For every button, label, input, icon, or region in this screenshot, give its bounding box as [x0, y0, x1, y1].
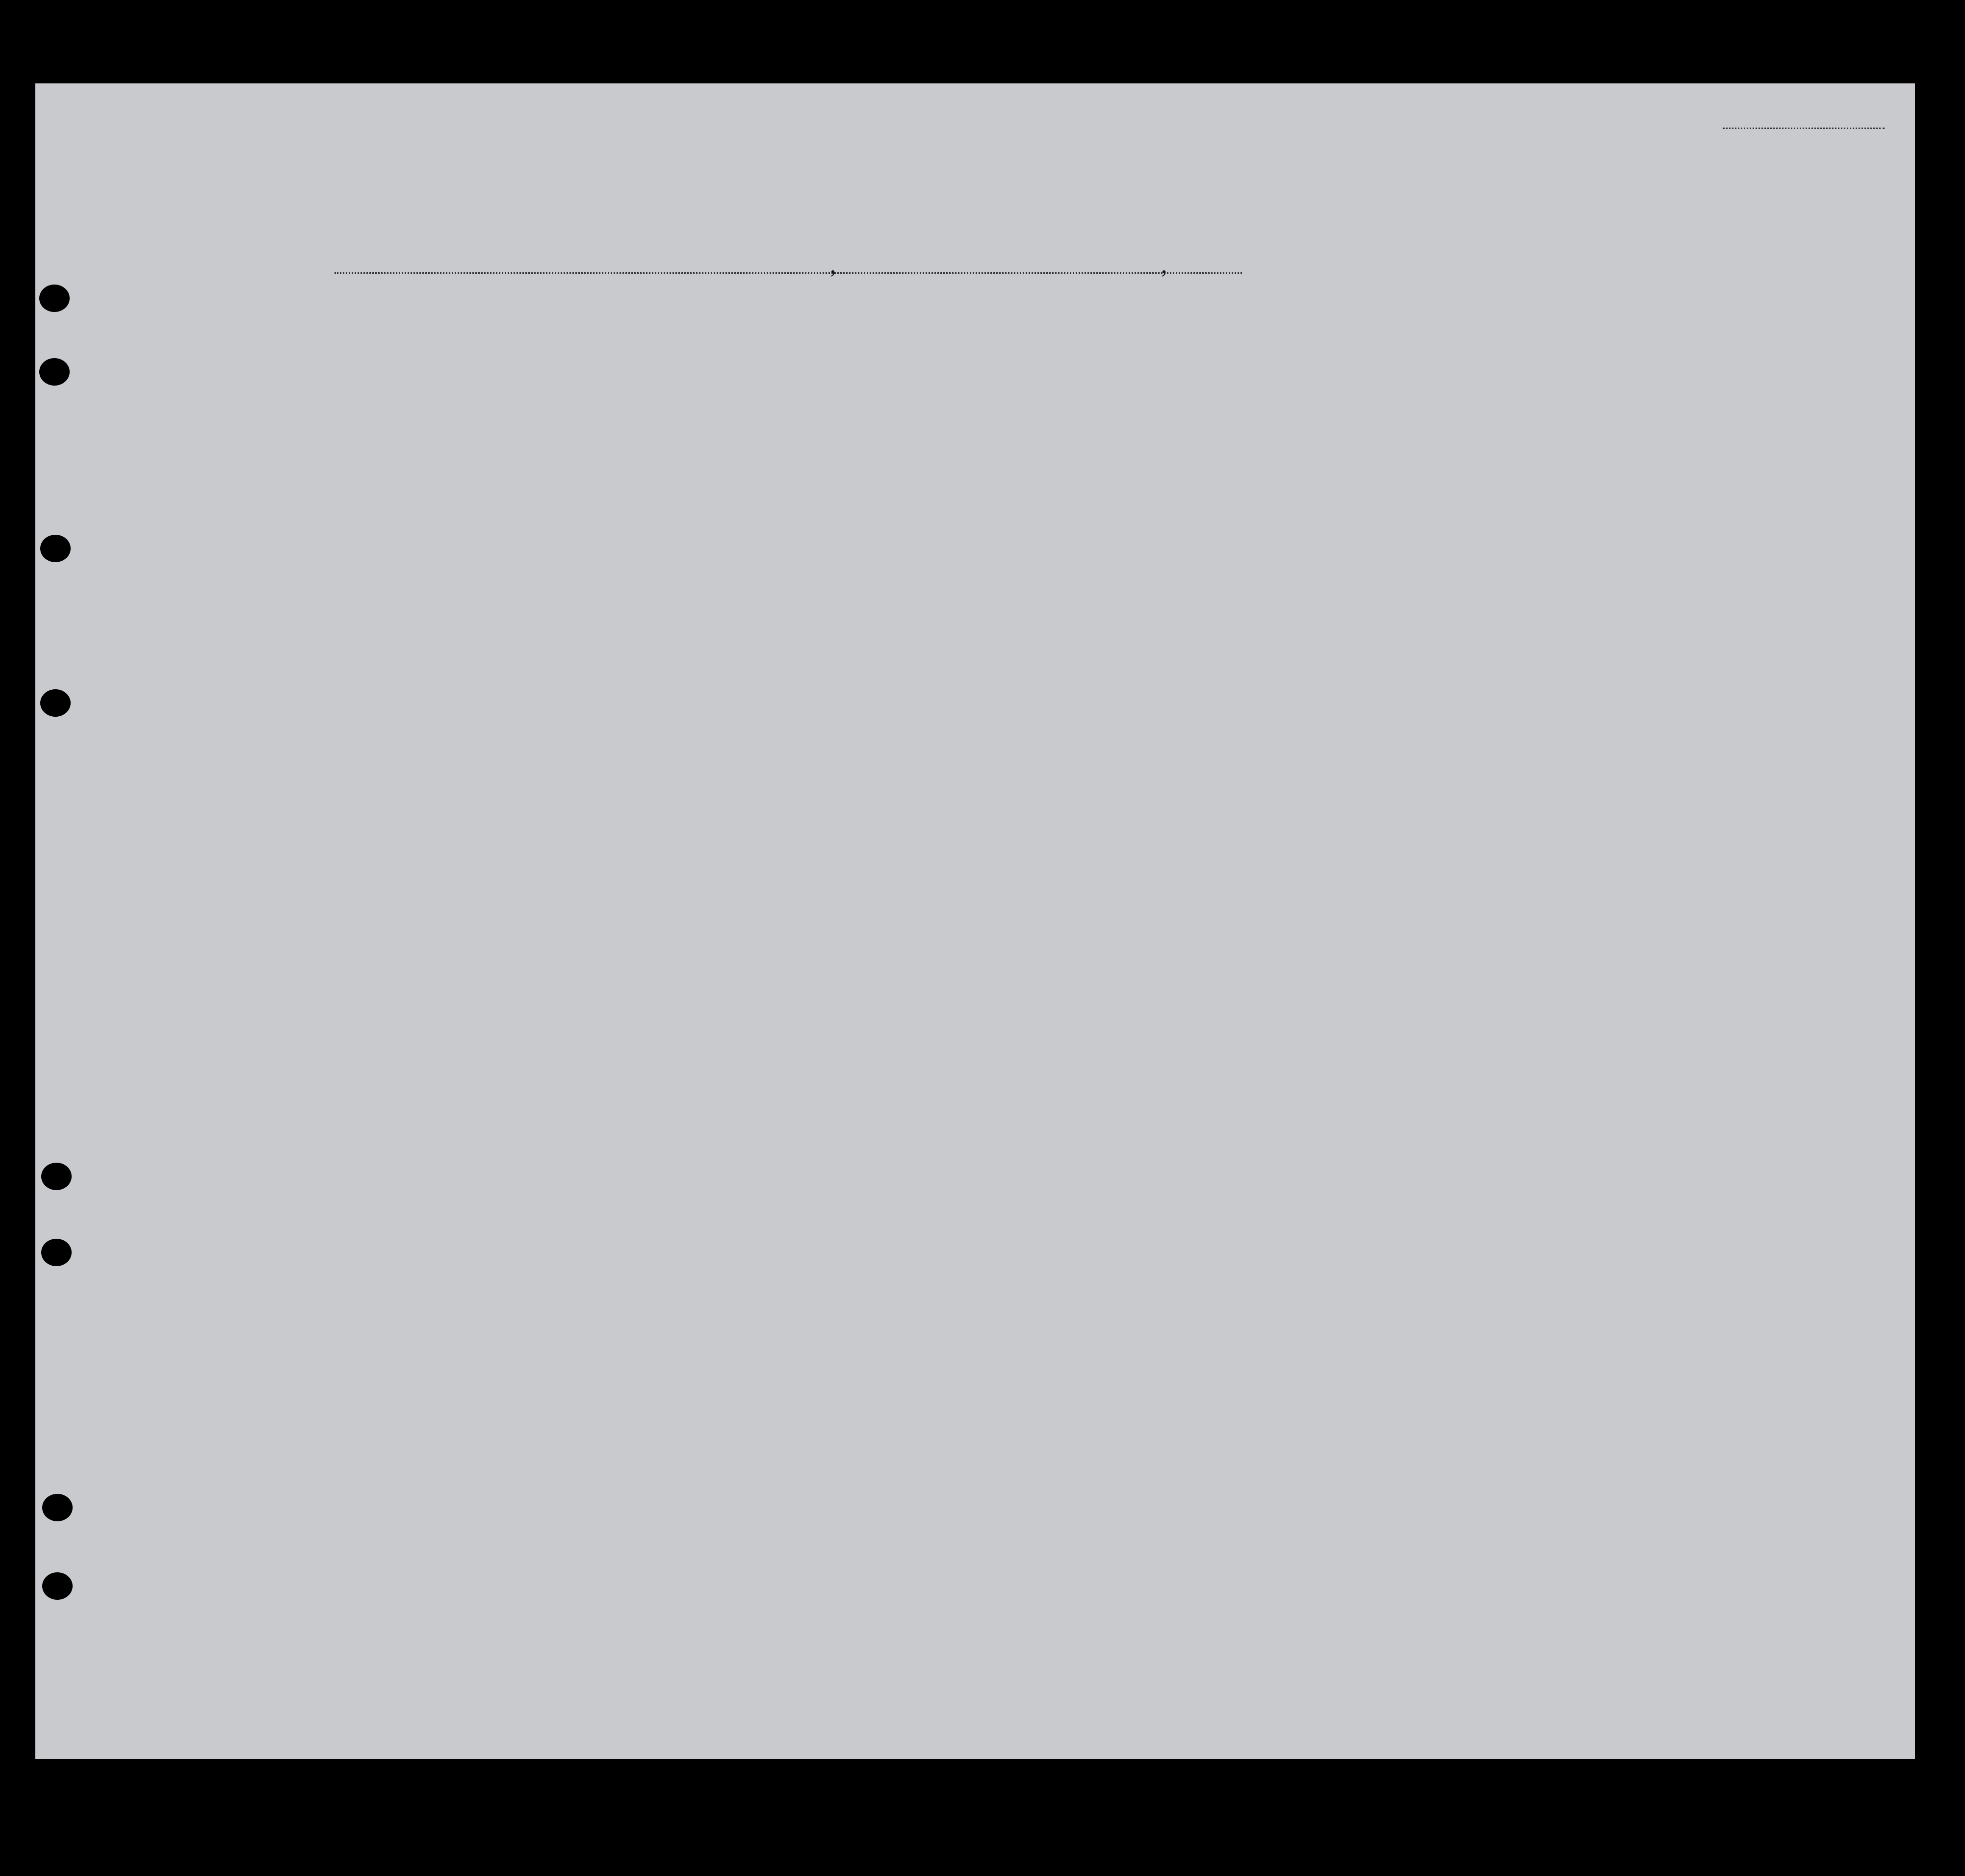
header-c28: [1340, 343, 1379, 461]
binder-hole-1: [39, 285, 70, 312]
binder-hole-6: [41, 1239, 72, 1266]
binder-hole-8: [42, 1572, 73, 1600]
binder-hole-5: [41, 1163, 72, 1190]
manifest-grid: [35, 83, 1915, 1759]
binder-hole-2: [39, 358, 70, 386]
binder-hole-7: [42, 1494, 73, 1521]
binder-hole-4: [40, 689, 71, 717]
manifest-sheet: [35, 83, 1915, 1759]
comma-1: ,: [830, 251, 836, 278]
header-c24-c: [1188, 343, 1208, 461]
comma-2: ,: [1161, 251, 1167, 278]
header-c24-b: [1148, 343, 1167, 461]
binder-hole-3: [40, 535, 71, 562]
header-c24-a: [1106, 343, 1136, 461]
header-c29: [1389, 343, 1423, 461]
header-c25: [1256, 343, 1285, 461]
header-c30: [1438, 343, 1458, 461]
